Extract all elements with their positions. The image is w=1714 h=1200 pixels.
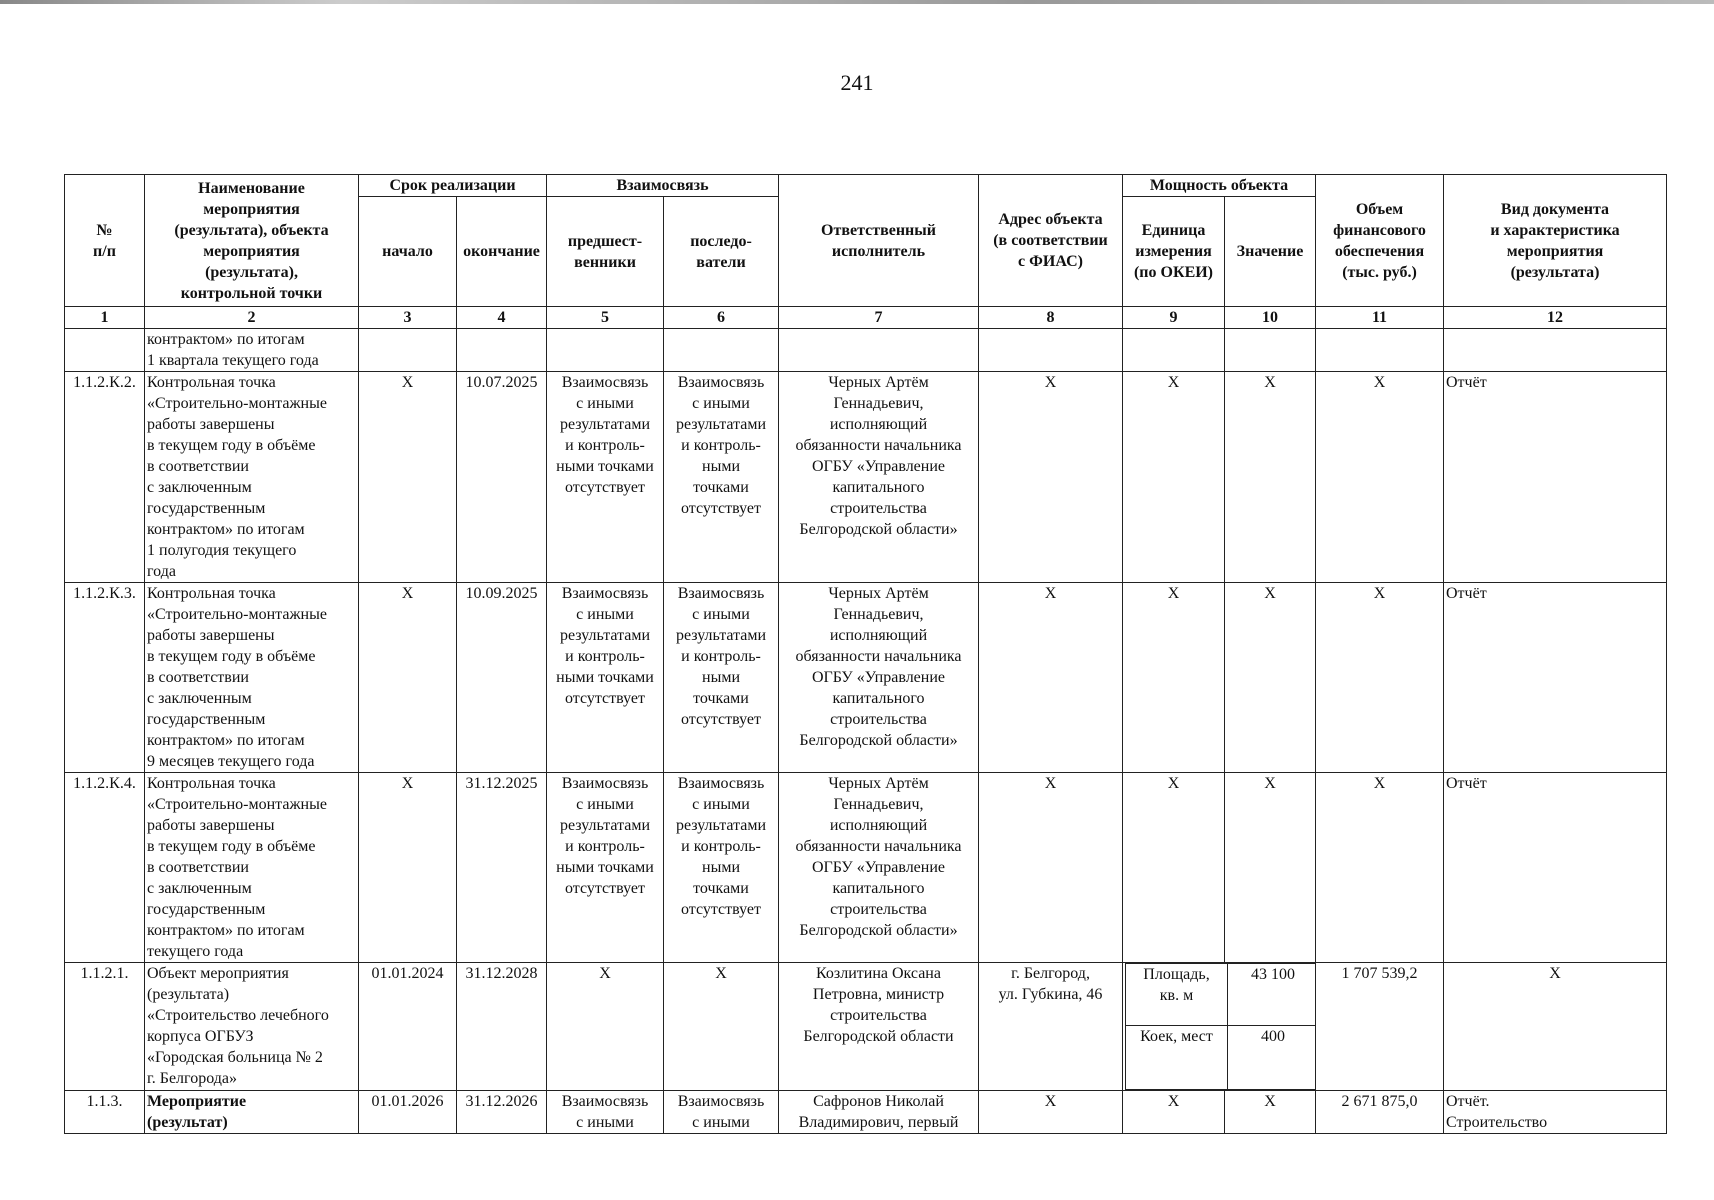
cell-responsible: Черных Артём Геннадьевич, исполняющий обязанности начальника ОГБУ «Управление капитального строительства Белгородской области» [779, 372, 979, 583]
cell-responsible: Козлитина Оксана Петровна, министр строительства Белгородской области [779, 963, 979, 1091]
cell-successors: Взаимосвязь с иными результатами и контроль- ными точками отсутствует [664, 583, 779, 773]
cell-value: X [1225, 372, 1316, 583]
header-doc: Вид документа и характеристика мероприятия (результата) [1444, 175, 1667, 307]
header-finance: Объем финансового обеспечения (тыс. руб.) [1316, 175, 1444, 307]
header-responsible: Ответственный исполнитель [779, 175, 979, 307]
cell-start: X [359, 583, 457, 773]
column-number: 7 [779, 307, 979, 329]
header-name: Наименование мероприятия (результата), объекта мероприятия (результата), контрольной точки [145, 175, 359, 307]
header-link-group: Взаимосвязь [547, 175, 779, 197]
cell-address: X [979, 773, 1123, 963]
cell-address: X [979, 372, 1123, 583]
cell-value: X [1225, 1091, 1316, 1134]
column-number: 6 [664, 307, 779, 329]
header-successors: последо- ватели [664, 197, 779, 307]
cell-finance: X [1316, 583, 1444, 773]
header-predecessors: предшест- венники [547, 197, 664, 307]
cell-name: Контрольная точка «Строительно-монтажные работы завершены в текущем году в объёме в соответствии с заключенным государственным контрактом» по итогам 1 полугодия текущего года [145, 372, 359, 583]
cell-unit: Коек, мест [1126, 1026, 1228, 1090]
cell-successors: Взаимосвязь с иными [664, 1091, 779, 1134]
column-number: 1 [65, 307, 145, 329]
cell-finance: X [1316, 773, 1444, 963]
cell-finance: 1 707 539,2 [1316, 963, 1444, 1091]
header-capacity-group: Мощность объекта [1123, 175, 1316, 197]
cell-address: X [979, 1091, 1123, 1134]
cell-doc [1444, 329, 1667, 372]
cell-name: Объект мероприятия (результата) «Строительство лечебного корпуса ОГБУЗ «Городская больница № 2 г. Белгорода» [145, 963, 359, 1091]
table-row [65, 1091, 1667, 1134]
cell-num: 1.1.3. [65, 1091, 145, 1134]
cell-unit: X [1123, 773, 1225, 963]
cell-finance: X [1316, 372, 1444, 583]
table-row [65, 963, 1667, 1091]
column-number: 11 [1316, 307, 1444, 329]
cell-unit: X [1123, 1091, 1225, 1134]
cell-successors: X [664, 963, 779, 1091]
column-number: 5 [547, 307, 664, 329]
cell-predecessors: Взаимосвязь с иными [547, 1091, 664, 1134]
header-address: Адрес объекта (в соответствии с ФИАС) [979, 175, 1123, 307]
cell-predecessors [547, 329, 664, 372]
page-number: 241 [840, 70, 874, 95]
column-number: 3 [359, 307, 457, 329]
cell-responsible: Черных Артём Геннадьевич, исполняющий обязанности начальника ОГБУ «Управление капитального строительства Белгородской области» [779, 583, 979, 773]
header-end: окончание [457, 197, 547, 307]
cell-start [359, 329, 457, 372]
cell-unit [1123, 329, 1225, 372]
cell-end: 10.07.2025 [457, 372, 547, 583]
column-number: 4 [457, 307, 547, 329]
cell-value [1225, 329, 1316, 372]
cell-predecessors: Взаимосвязь с иными результатами и контроль- ными точками отсутствует [547, 773, 664, 963]
cell-start: X [359, 372, 457, 583]
header-num: № п/п [65, 175, 145, 307]
header-value: Значение [1225, 197, 1316, 307]
cell-responsible [779, 329, 979, 372]
cell-end: 31.12.2025 [457, 773, 547, 963]
scan-top-edge [0, 0, 1714, 4]
cell-name: контрактом» по итогам 1 квартала текущего года [145, 329, 359, 372]
cell-start: X [359, 773, 457, 963]
header-unit: Единица измерения (по ОКЕИ) [1123, 197, 1225, 307]
cell-successors [664, 329, 779, 372]
cell-predecessors: Взаимосвязь с иными результатами и контроль- ными точками отсутствует [547, 372, 664, 583]
cell-name: Контрольная точка «Строительно-монтажные работы завершены в текущем году в объёме в соответствии с заключенным государственным контрактом» по итогам 9 месяцев текущего года [145, 583, 359, 773]
cell-doc: Отчёт [1444, 773, 1667, 963]
cell-end: 31.12.2028 [457, 963, 547, 1091]
cell-address: г. Белгород, ул. Губкина, 46 [979, 963, 1123, 1091]
cell-doc: Отчёт [1444, 583, 1667, 773]
cell-name: Контрольная точка «Строительно-монтажные работы завершены в текущем году в объёме в соответствии с заключенным государственным контрактом» по итогам текущего года [145, 773, 359, 963]
cell-capacity [1123, 963, 1316, 1091]
cell-responsible: Сафронов Николай Владимирович, первый [779, 1091, 979, 1134]
cell-value: 400 [1228, 1026, 1316, 1090]
cell-value: 43 100 [1228, 964, 1316, 1026]
cell-start: 01.01.2024 [359, 963, 457, 1091]
cell-end: 10.09.2025 [457, 583, 547, 773]
cell-predecessors: Взаимосвязь с иными результатами и контроль- ными точками отсутствует [547, 583, 664, 773]
column-number: 8 [979, 307, 1123, 329]
cell-num [65, 329, 145, 372]
table-row [65, 583, 1667, 773]
activities-table [64, 174, 1667, 1134]
table-row [65, 329, 1667, 372]
cell-unit: X [1123, 583, 1225, 773]
cell-end [457, 329, 547, 372]
column-number: 12 [1444, 307, 1667, 329]
cell-num: 1.1.2.К.2. [65, 372, 145, 583]
column-number: 2 [145, 307, 359, 329]
cell-doc: Отчёт. Строительство [1444, 1091, 1667, 1134]
cell-predecessors: X [547, 963, 664, 1091]
cell-successors: Взаимосвязь с иными результатами и контроль- ными точками отсутствует [664, 372, 779, 583]
column-number: 9 [1123, 307, 1225, 329]
cell-value: X [1225, 773, 1316, 963]
cell-value: X [1225, 583, 1316, 773]
capacity-subtable [1125, 963, 1316, 1090]
cell-doc: X [1444, 963, 1667, 1091]
cell-end: 31.12.2026 [457, 1091, 547, 1134]
column-number: 10 [1225, 307, 1316, 329]
cell-address [979, 329, 1123, 372]
cell-start: 01.01.2026 [359, 1091, 457, 1134]
cell-responsible: Черных Артём Геннадьевич, исполняющий обязанности начальника ОГБУ «Управление капитального строительства Белгородской области» [779, 773, 979, 963]
cell-finance [1316, 329, 1444, 372]
cell-successors: Взаимосвязь с иными результатами и контроль- ными точками отсутствует [664, 773, 779, 963]
table-row [65, 773, 1667, 963]
header-term-group: Срок реализации [359, 175, 547, 197]
cell-finance: 2 671 875,0 [1316, 1091, 1444, 1134]
cell-num: 1.1.2.К.3. [65, 583, 145, 773]
cell-num: 1.1.2.1. [65, 963, 145, 1091]
cell-unit: Площадь, кв. м [1126, 964, 1228, 1026]
cell-address: X [979, 583, 1123, 773]
cell-unit: X [1123, 372, 1225, 583]
cell-num: 1.1.2.К.4. [65, 773, 145, 963]
header-start: начало [359, 197, 457, 307]
cell-doc: Отчёт [1444, 372, 1667, 583]
table-row [65, 372, 1667, 583]
cell-name: Мероприятие (результат) [145, 1091, 359, 1134]
